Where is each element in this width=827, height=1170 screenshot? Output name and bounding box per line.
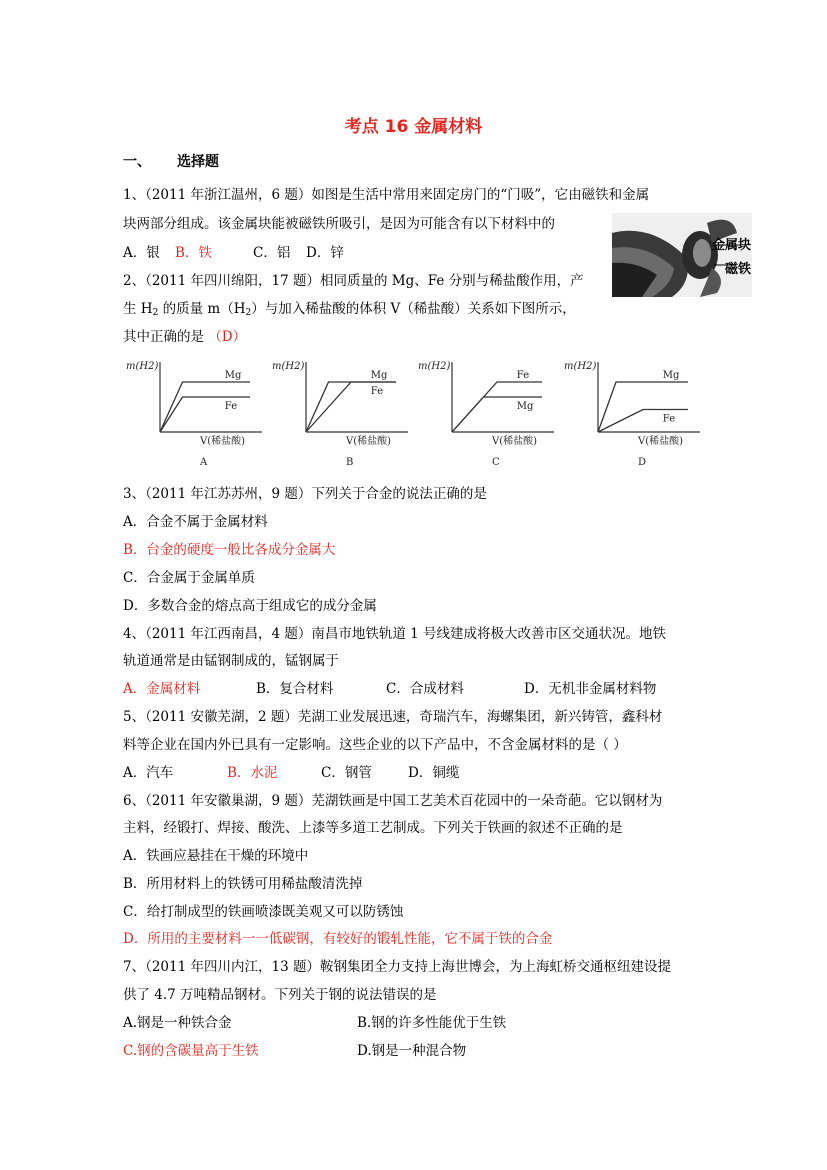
chart-y-label: m(H2) [418,361,451,372]
series-label-fe: Fe [516,370,530,381]
q5-line2: 料等企业在国内外已具有一定影响。这些企业的以下产品中，不含金属材料的是（ ） [123,737,627,753]
q7-option-c-answer: C.钢的含碳量高于生铁 [123,1043,259,1059]
q5-option-a: A．汽车 [123,765,174,781]
q7-option-b: B.钢的许多性能优于生铁 [357,1015,507,1031]
q6-option-a: A．铁画应悬挂在干燥的环境中 [123,848,309,864]
q5-option-d: D．铜缆 [408,765,460,781]
metal-block-label: 金属块 [711,238,751,253]
q4-option-a-answer: A．金属材料 [123,681,201,697]
q2-text-b: 的质量 m（H [158,301,246,317]
chart-C [418,361,554,468]
series-label-fe: Fe [370,386,384,397]
q2-line3 [123,328,246,346]
q1-option-b-answer: B．铁 [175,245,212,261]
q3-option-c: C．合金属于金属单质 [123,570,255,586]
magnet-label: 磁铁 [724,262,751,277]
q1-line1: 1、（2011 年浙江温州，6 题）如图是生活中常用来固定房门的“门吸”，它由磁铁和金属 [123,187,650,203]
q1-option-c: C．铝 [253,245,291,261]
q7-option-d: D.钢是一种混合物 [357,1043,467,1059]
q4-option-d: D．无机非金属材料物 [524,681,657,697]
q6-line2: 主料，经锻打、焊接、酸洗、上漆等多道工艺制成。下列关于铁画的叙述不正确的是 [123,820,623,836]
q2-charts [120,352,700,474]
chart-A [126,361,262,468]
q2-line1: 2、（2011 年四川绵阳，17 题）相同质量的 Mg、Fe 分别与稀盐酸作用，产 [123,273,584,289]
q6-option-b: B．所用材料上的铁锈可用稀盐酸清洗掉 [123,876,363,892]
section-heading [123,151,219,171]
chart-y-label: m(H2) [272,361,305,372]
page-title: 考点 16 金属材料 [344,117,483,137]
series-label-fe: Fe [224,401,238,412]
chart-y-label: m(H2) [564,361,597,372]
series-label-mg: Mg [370,370,388,381]
q3-option-d: D．多数合金的熔点高于组成它的成分金属 [123,598,377,614]
chart-B [272,361,408,468]
q1-option-d: D．锌 [306,245,344,261]
q6-line1: 6、（2011 年安徽巢湖，9 题）芜湖铁画是中国工艺美术百花园中的一朵奇葩。它以钢材为 [123,793,663,809]
q2-answer: （D） [208,329,247,345]
series-label-mg: Mg [662,370,680,381]
q2-line2 [123,300,576,322]
q2-text-c: ）与加入稀盐酸的体积 V（稀盐酸）关系如下图所示， [251,301,576,317]
section-number: 一、 [123,154,151,170]
q3-option-a: A．合金不属于金属材料 [123,514,268,530]
series-label-mg: Mg [224,370,242,381]
q4-option-b: B．复合材料 [256,681,334,697]
chart-D [564,361,700,468]
door-stop-photo [612,213,752,297]
series-line-mg [598,382,688,432]
q2-sub2: 2 [245,308,252,318]
chart-panel-label: B [346,457,354,468]
q5-option-c: C．钢管 [321,765,372,781]
q1-option-a: A．银 [123,245,160,261]
section-label: 选择题 [177,154,219,170]
series-label-mg: Mg [516,401,534,412]
q4-option-c: C．合成材料 [386,681,464,697]
chart-x-label: V(稀盐酸) [346,436,392,447]
q3-option-b-answer: B．台金的硬度一般比各成分金属大 [123,542,336,558]
q7-option-a: A.钢是一种铁合金 [123,1015,232,1031]
chart-panel-label: C [492,457,500,468]
q5-line1: 5、（2011 安徽芜湖，2 题）芜湖工业发展迅速，奇瑞汽车，海螺集团，新兴铸管，鑫科材 [123,709,663,725]
q2-text-a: 生 H [123,301,153,317]
chart-panel-label: A [200,457,208,468]
q5-option-b-answer: B．水泥 [227,765,278,781]
q3-stem: 3、（2011 年江苏苏州，9 题）下列关于合金的说法正确的是 [123,486,487,502]
q6-option-d-answer: D．所用的主要材料一一低碳钢，有较好的锻轧性能，它不属于铁的合金 [123,931,553,947]
q4-line2: 轨道通常是由锰钢制成的，锰钢属于 [123,653,339,669]
chart-x-label: V(稀盐酸) [200,436,246,447]
q2-line3-text: 其中正确的是 [123,329,209,345]
q7-line1: 7、（2011 年四川内江，13 题）鞍钢集团全力支持上海世博会，为上海虹桥交通枢纽建设提 [123,959,671,975]
series-label-fe: Fe [662,413,676,425]
q1-line2: 块两部分组成。该金属块能被磁铁所吸引，是因为可能含有以下材料中的 [123,216,555,232]
q7-line2: 供了 4.7 万吨精品钢材。下列关于钢的说法错误的是 [123,987,437,1003]
chart-y-label: m(H2) [126,361,159,372]
chart-x-label: V(稀盐酸) [492,436,538,447]
q4-line1: 4、（2011 年江西南昌，4 题）南昌市地铁轨道 1 号线建成将极大改善市区交通状况。地铁 [123,626,667,642]
chart-x-label: V(稀盐酸) [638,436,684,447]
q6-option-c: C．给打制成型的铁画喷漆既美观又可以防锈蚀 [123,904,404,920]
chart-panel-label: D [638,457,647,468]
q2-sub1: 2 [152,308,159,318]
